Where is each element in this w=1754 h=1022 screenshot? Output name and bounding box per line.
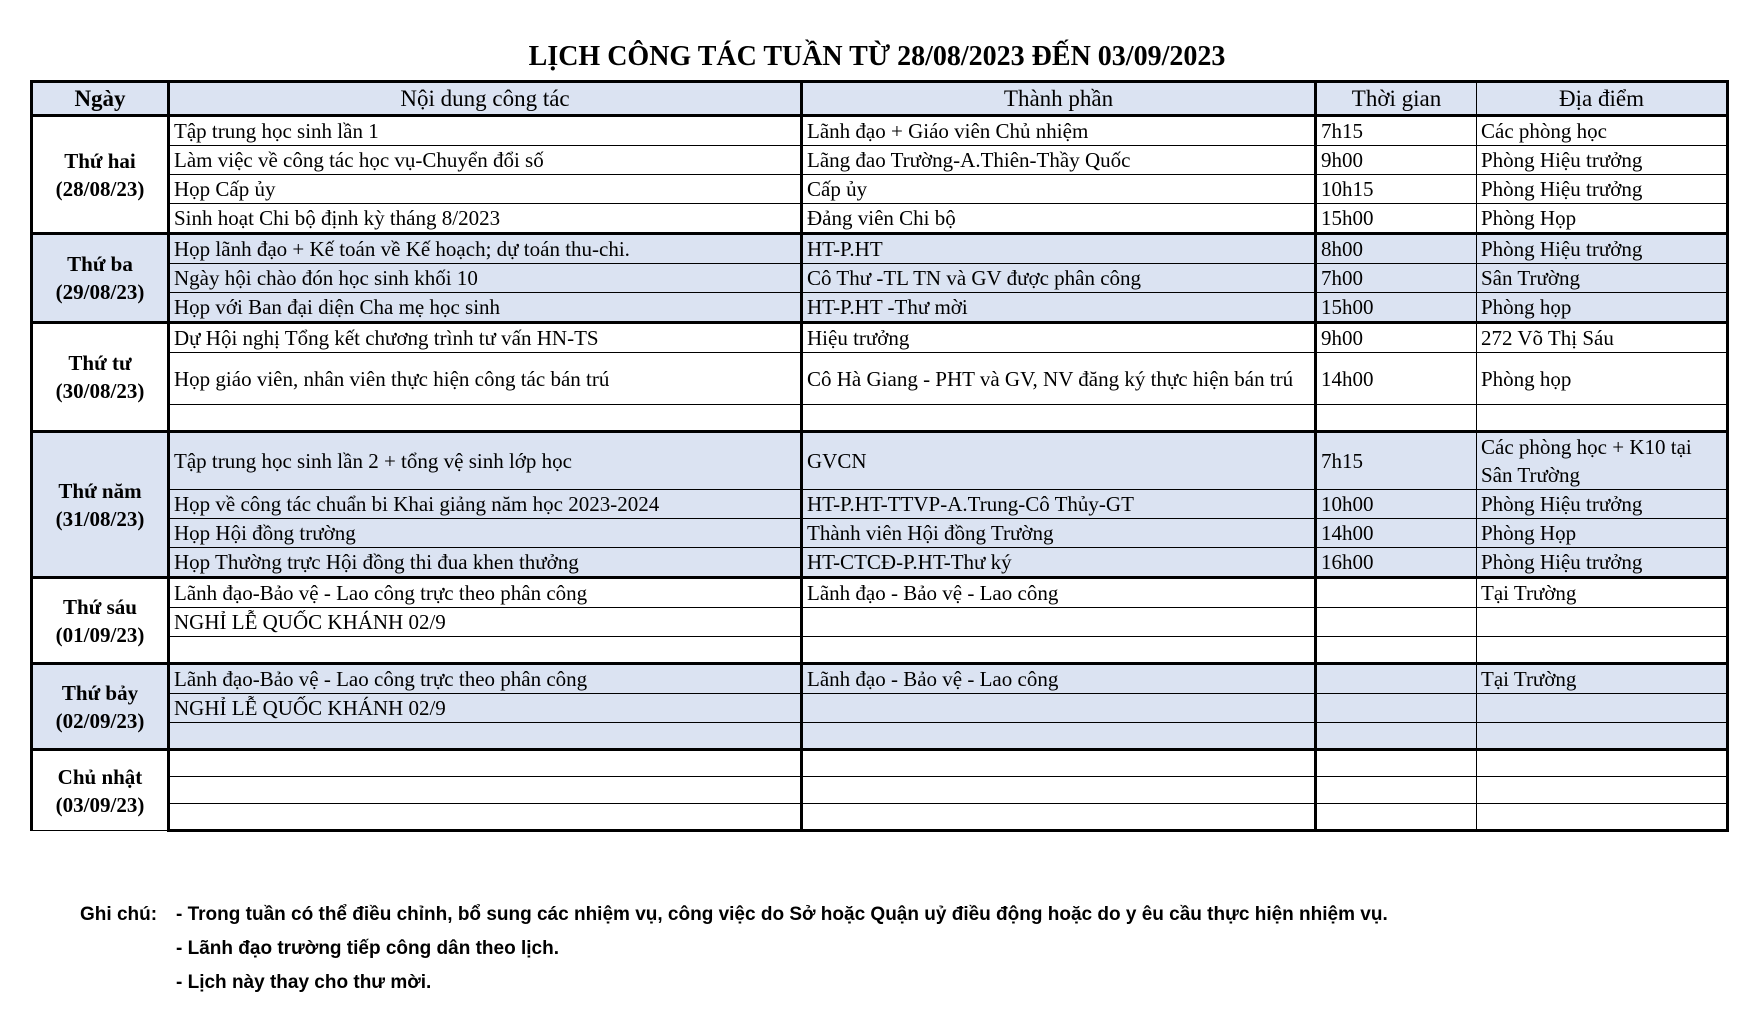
content-cell: Dự Hội nghị Tổng kết chương trình tư vấn HN-TS — [169, 323, 802, 353]
participants-cell: Cấp ủy — [802, 175, 1316, 204]
location-cell: Phòng Hiệu trưởng — [1477, 234, 1728, 264]
table-row — [32, 323, 1728, 353]
time-cell: 10h00 — [1316, 490, 1477, 519]
content-cell — [169, 750, 802, 777]
content-cell: Họp về công tác chuẩn bi Khai giảng năm học 2023-2024 — [169, 490, 802, 519]
location-cell: Các phòng học + K10 tại Sân Trường — [1477, 432, 1728, 490]
table-row — [32, 694, 1728, 723]
participants-cell — [802, 637, 1316, 664]
day-name: Thứ bảy — [61, 680, 139, 705]
table-row — [32, 548, 1728, 578]
content-cell — [169, 405, 802, 432]
time-cell: 16h00 — [1316, 548, 1477, 578]
participants-cell — [802, 405, 1316, 432]
time-cell: 10h15 — [1316, 175, 1477, 204]
content-cell: Lãnh đạo-Bảo vệ - Lao công trực theo phân công — [169, 664, 802, 694]
time-cell: 7h15 — [1316, 432, 1477, 490]
table-row — [32, 116, 1728, 146]
table-row — [32, 578, 1728, 608]
table-row — [32, 146, 1728, 175]
day-date: (02/09/23) — [55, 708, 145, 733]
time-cell — [1316, 405, 1477, 432]
day-date: (31/08/23) — [55, 506, 145, 531]
day-cell — [32, 432, 169, 578]
content-cell: Sinh hoạt Chi bộ định kỳ tháng 8/2023 — [169, 204, 802, 234]
day-cell — [32, 116, 169, 234]
day-name: Thứ tư — [68, 351, 132, 375]
day-name: Thứ sáu — [63, 594, 137, 619]
header-location: Địa điểm — [1477, 82, 1728, 116]
day-cell — [32, 323, 169, 432]
day-cell — [32, 234, 169, 323]
content-cell: Họp giáo viên, nhân viên thực hiện công tác bán trú — [169, 353, 802, 405]
content-cell: Tập trung học sinh lần 1 — [169, 116, 802, 146]
content-cell: NGHỈ LỄ QUỐC KHÁNH 02/9 — [169, 608, 802, 637]
participants-cell: HT-P.HT -Thư mời — [802, 293, 1316, 323]
table-row — [32, 234, 1728, 264]
location-cell: Các phòng học — [1477, 116, 1728, 146]
time-cell: 9h00 — [1316, 323, 1477, 353]
day-name: Thứ ba — [67, 252, 133, 276]
participants-cell — [802, 694, 1316, 723]
note-item: - Lịch này thay cho thư mời. — [176, 972, 432, 993]
location-cell: Phòng Họp — [1477, 204, 1728, 234]
time-cell: 15h00 — [1316, 204, 1477, 234]
content-cell: Ngày hội chào đón học sinh khối 10 — [169, 264, 802, 293]
time-cell: 9h00 — [1316, 146, 1477, 175]
content-cell: Họp Hội đồng trường — [169, 519, 802, 548]
time-cell: 15h00 — [1316, 293, 1477, 323]
table-row — [32, 519, 1728, 548]
time-cell: 7h15 — [1316, 116, 1477, 146]
day-date: (28/08/23) — [55, 176, 145, 201]
time-cell — [1316, 804, 1477, 831]
content-cell: Làm việc về công tác học vụ-Chuyển đổi số — [169, 146, 802, 175]
time-cell: 14h00 — [1316, 519, 1477, 548]
table-row — [32, 777, 1728, 804]
participants-cell — [802, 750, 1316, 777]
time-cell — [1316, 664, 1477, 694]
time-cell — [1316, 637, 1477, 664]
location-cell: Phòng họp — [1477, 353, 1728, 405]
table-row — [32, 664, 1728, 694]
table-row — [32, 264, 1728, 293]
location-cell: Phòng Hiệu trưởng — [1477, 146, 1728, 175]
content-cell: Tập trung học sinh lần 2 + tổng vệ sinh lớp học — [169, 432, 802, 490]
location-cell: Phòng Hiệu trưởng — [1477, 175, 1728, 204]
time-cell: 7h00 — [1316, 264, 1477, 293]
day-cell — [32, 578, 169, 664]
content-cell — [169, 804, 802, 831]
day-date: (01/09/23) — [55, 622, 145, 647]
time-cell: 14h00 — [1316, 353, 1477, 405]
day-name: Chủ nhật — [57, 764, 143, 789]
header-participants: Thành phần — [802, 82, 1316, 116]
location-cell: 272 Võ Thị Sáu — [1477, 323, 1728, 353]
location-cell: Phòng Hiệu trưởng — [1477, 490, 1728, 519]
time-cell — [1316, 750, 1477, 777]
participants-cell: Đảng viên Chi bộ — [802, 204, 1316, 234]
header-time: Thời gian — [1316, 82, 1477, 116]
table-row — [32, 405, 1728, 432]
location-cell: Phòng họp — [1477, 293, 1728, 323]
day-cell — [32, 664, 169, 750]
participants-cell — [802, 608, 1316, 637]
time-cell — [1316, 578, 1477, 608]
participants-cell: Lãnh đạo + Giáo viên Chủ nhiệm — [802, 116, 1316, 146]
location-cell — [1477, 804, 1728, 831]
participants-cell: HT-P.HT-TTVP-A.Trung-Cô Thủy-GT — [802, 490, 1316, 519]
day-date: (30/08/23) — [55, 379, 145, 403]
notes-label: Ghi chú: — [80, 904, 158, 925]
content-cell — [169, 637, 802, 664]
content-cell: Họp Cấp ủy — [169, 175, 802, 204]
table-row — [32, 637, 1728, 664]
participants-cell: HT-P.HT — [802, 234, 1316, 264]
location-cell — [1477, 608, 1728, 637]
time-cell — [1316, 608, 1477, 637]
location-cell — [1477, 777, 1728, 804]
content-cell — [169, 723, 802, 750]
content-cell: Họp với Ban đại diện Cha mẹ học sinh — [169, 293, 802, 323]
table-row — [32, 750, 1728, 777]
content-cell — [169, 777, 802, 804]
table-row — [32, 804, 1728, 831]
location-cell — [1477, 405, 1728, 432]
page-title: LỊCH CÔNG TÁC TUẦN TỪ 28/08/2023 ĐẾN 03/09/2023 — [528, 41, 1226, 72]
table-row — [32, 723, 1728, 750]
content-cell: Họp lãnh đạo + Kế toán về Kế hoạch; dự toán thu-chi. — [169, 234, 802, 264]
note-item: - Lãnh đạo trường tiếp công dân theo lịch. — [176, 938, 559, 959]
participants-cell: HT-CTCĐ-P.HT-Thư ký — [802, 548, 1316, 578]
content-cell: Họp Thường trực Hội đồng thi đua khen thưởng — [169, 548, 802, 578]
day-cell — [32, 750, 169, 831]
schedule-table — [30, 80, 1729, 832]
participants-cell: Lãnh đạo - Bảo vệ - Lao công — [802, 664, 1316, 694]
location-cell: Tại Trường — [1477, 664, 1728, 694]
location-cell — [1477, 723, 1728, 750]
content-cell: NGHỈ LỄ QUỐC KHÁNH 02/9 — [169, 694, 802, 723]
day-date: (29/08/23) — [55, 280, 145, 304]
participants-cell: Cô Thư -TL TN và GV được phân công — [802, 264, 1316, 293]
time-cell: 8h00 — [1316, 234, 1477, 264]
participants-cell — [802, 777, 1316, 804]
participants-cell: Thành viên Hội đồng Trường — [802, 519, 1316, 548]
location-cell: Sân Trường — [1477, 264, 1728, 293]
location-cell — [1477, 694, 1728, 723]
participants-cell: GVCN — [802, 432, 1316, 490]
location-cell: Phòng Hiệu trưởng — [1477, 548, 1728, 578]
time-cell — [1316, 777, 1477, 804]
table-row — [32, 432, 1728, 490]
participants-cell: Hiệu trưởng — [802, 323, 1316, 353]
location-cell — [1477, 750, 1728, 777]
header-day: Ngày — [32, 82, 169, 116]
day-name: Thứ năm — [58, 478, 142, 503]
content-cell: Lãnh đạo-Bảo vệ - Lao công trực theo phân công — [169, 578, 802, 608]
time-cell — [1316, 723, 1477, 750]
table-row — [32, 204, 1728, 234]
participants-cell — [802, 804, 1316, 831]
participants-cell: Lãng đao Trường-A.Thiên-Thầy Quốc — [802, 146, 1316, 175]
table-row — [32, 353, 1728, 405]
note-item: - Trong tuần có thể điều chỉnh, bổ sung các nhiệm vụ, công việc do Sở hoặc Quận uỷ điều động hoặc do y êu cầu thực hiện nhiệm vụ. — [176, 904, 1388, 925]
location-cell: Tại Trường — [1477, 578, 1728, 608]
header-content: Nội dung công tác — [169, 82, 802, 116]
day-date: (03/09/23) — [55, 792, 145, 817]
location-cell: Phòng Họp — [1477, 519, 1728, 548]
table-row — [32, 293, 1728, 323]
location-cell — [1477, 637, 1728, 664]
day-name: Thứ hai — [64, 148, 136, 173]
participants-cell — [802, 723, 1316, 750]
table-row — [32, 490, 1728, 519]
time-cell — [1316, 694, 1477, 723]
table-row — [32, 175, 1728, 204]
table-row — [32, 608, 1728, 637]
header-row — [32, 82, 1728, 116]
participants-cell: Cô Hà Giang - PHT và GV, NV đăng ký thực hiện bán trú — [802, 353, 1316, 405]
participants-cell: Lãnh đạo - Bảo vệ - Lao công — [802, 578, 1316, 608]
